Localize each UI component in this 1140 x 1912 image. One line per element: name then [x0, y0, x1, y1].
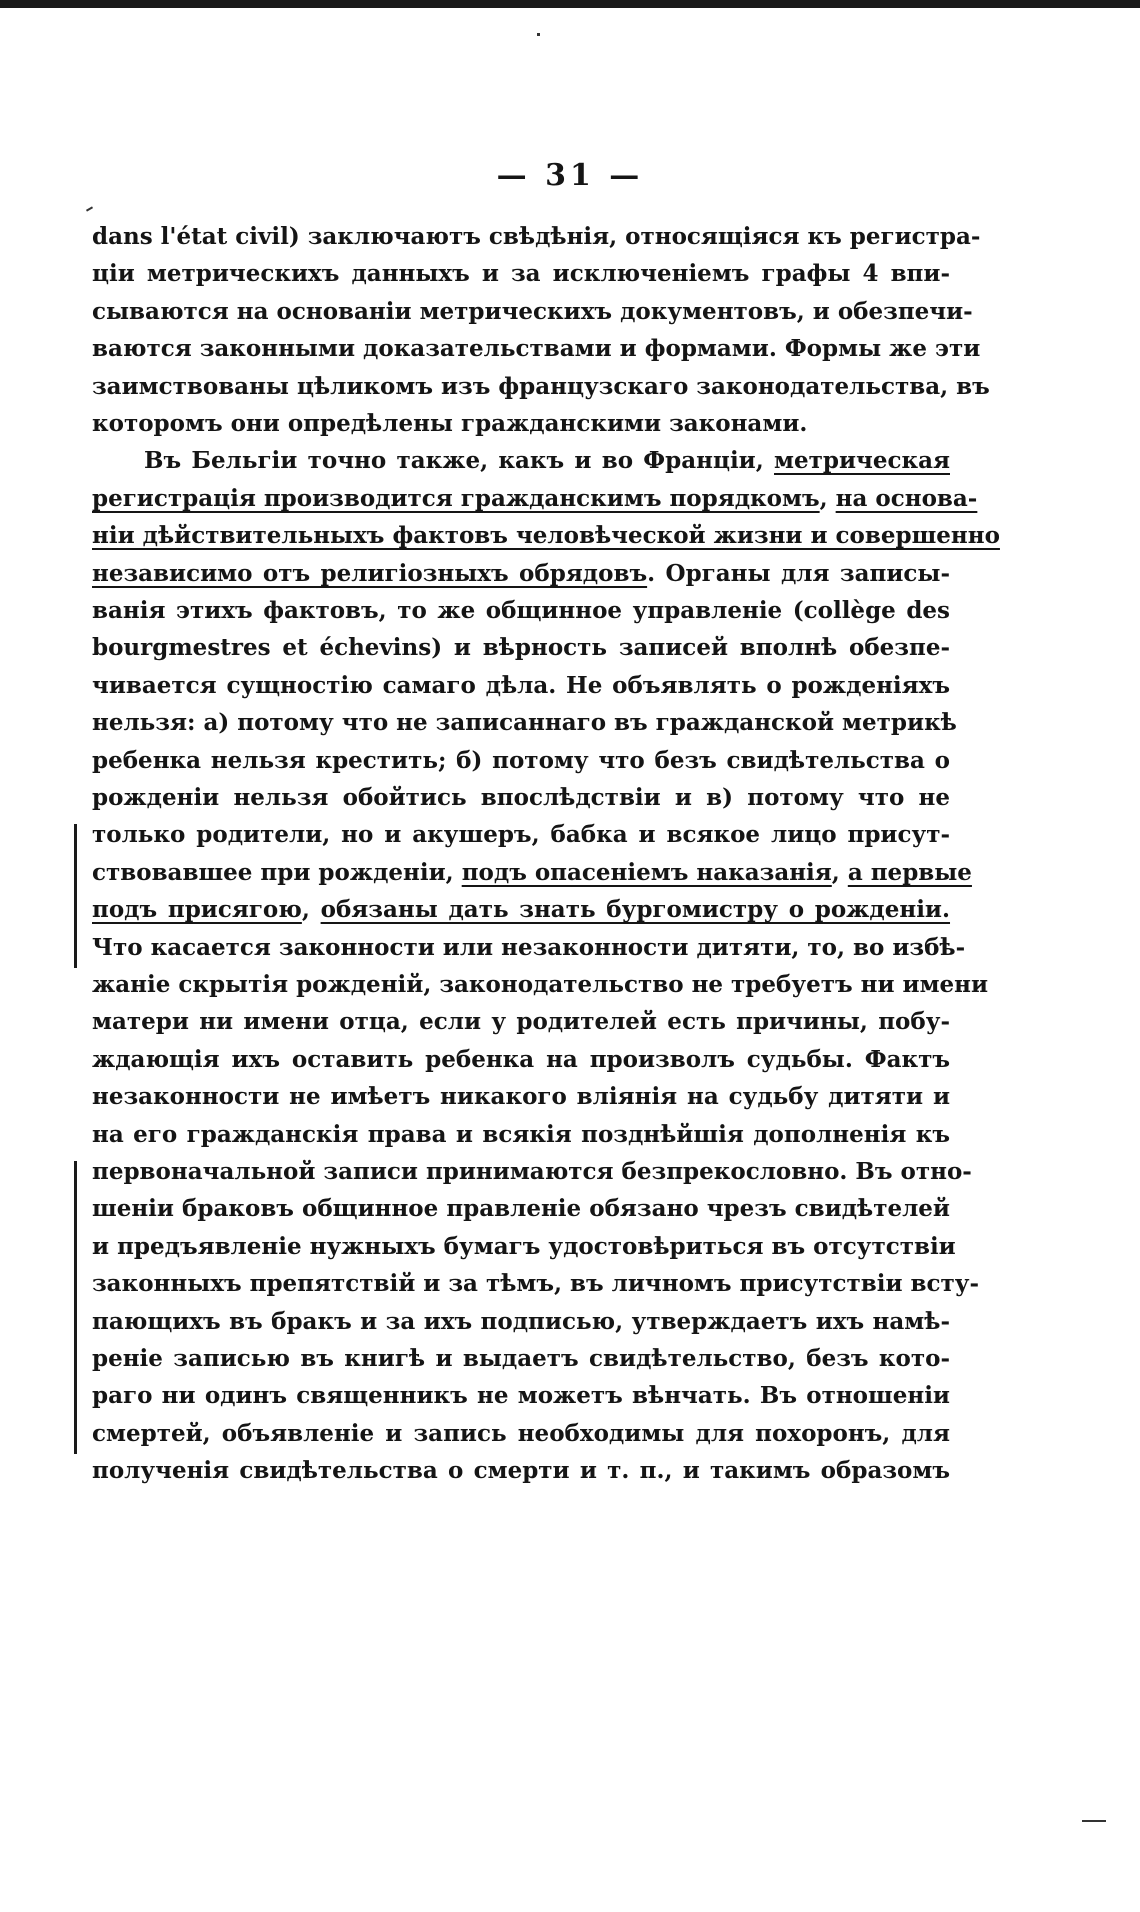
top-rule — [0, 0, 1140, 8]
underlined-phrase: на основа- — [835, 484, 978, 512]
margin-bracket — [74, 1161, 77, 1454]
page-number: — 31 — — [496, 158, 644, 193]
text-segment: ствовавшее при рожденіи, — [92, 858, 462, 886]
text-line: матери ни имени отца, если у родителей есть причины, побу- — [92, 1008, 950, 1036]
text-line: чивается сущностію самаго дѣла. Не объявлять о рожденіяхъ — [92, 671, 950, 699]
margin-bracket — [74, 824, 77, 968]
text-segment: , — [301, 896, 321, 924]
text-line: ціи метрическихъ данныхъ и за исключеніемъ графы 4 впи- — [92, 260, 950, 288]
scan-tick — [86, 206, 93, 211]
text-line — [92, 858, 972, 888]
text-segment: , — [831, 858, 848, 886]
text-line: полученія свидѣтельства о смерти и т. п., и такимъ образомъ — [92, 1457, 950, 1485]
underlined-phrase: обязаны дать знать бургомистру о рожденіи. — [320, 896, 951, 924]
underlined-phrase: подъ присягою — [92, 896, 302, 924]
text-line: первоначальной записи принимаются безпрекословно. Въ отно- — [92, 1158, 972, 1185]
text-line: только родители, но и акушеръ, бабка и всякое лицо присут- — [92, 821, 950, 849]
text-line: dans l'état civil) заключаютъ свѣдѣнія, относящіяся къ регистра- — [92, 223, 981, 250]
text-line: ждающія ихъ оставить ребенка на произволъ судьбы. Фактъ — [92, 1045, 950, 1073]
text-line: незаконности не имѣетъ никакого вліянія на судьбу дитяти и — [92, 1083, 950, 1111]
text-line — [92, 559, 950, 589]
text-segment: , — [819, 484, 836, 512]
text-line: Что касается законности или незаконности дитяти, то, во избѣ- — [92, 933, 966, 961]
underlined-phrase: метрическая — [774, 447, 950, 475]
text-line: реніе записью въ книгѣ и выдаетъ свидѣтельство, безъ кото- — [92, 1345, 950, 1372]
underlined-phrase: подъ опасеніемъ наказанія — [461, 858, 832, 886]
scan-speck — [537, 33, 540, 36]
text-line: на его гражданскія права и всякія позднѣйшія дополненія къ — [92, 1120, 950, 1148]
text-line: ванія этихъ фактовъ, то же общинное управленіе (collège des — [92, 597, 950, 624]
text-line: bourgmestres et échevins) и вѣрность записей вполнѣ обезпе- — [92, 634, 950, 662]
text-line: и предъявленіе нужныхъ бумагъ удостовѣриться въ отсутствіи — [92, 1232, 956, 1260]
text-line — [92, 895, 950, 925]
underlined-phrase: ніи дѣйствительныхъ фактовъ человѣческой жизни и совершенно — [92, 522, 1000, 550]
text-segment: . Органы для записы- — [647, 559, 950, 587]
text-segment: Въ Бельгіи точно также, какъ и во Франціи, — [144, 447, 775, 475]
underlined-phrase: регистрація производится гражданскимъ порядкомъ — [92, 484, 820, 512]
text-line: заимствованы цѣликомъ изъ французскаго законодательства, въ — [92, 372, 990, 400]
text-line: нельзя: а) потому что не записаннаго въ гражданской метрикѣ — [92, 709, 957, 737]
underlined-phrase: независимо отъ религіозныхъ обрядовъ — [92, 559, 648, 587]
text-line: пающихъ въ бракъ и за ихъ подписью, утверждаетъ ихъ намѣ- — [92, 1307, 950, 1335]
text-line — [144, 446, 950, 476]
text-line — [92, 521, 1000, 551]
text-line: которомъ они опредѣлены гражданскими законами. — [92, 410, 808, 437]
text-line: жаніе скрытія рожденій, законодательство не требуетъ ни имени — [92, 971, 989, 998]
text-line: сываются на основаніи метрическихъ документовъ, и обезпечи- — [92, 297, 973, 325]
text-line: раго ни одинъ священникъ не можетъ вѣнчать. Въ отношеніи — [92, 1382, 950, 1410]
scan-dash — [1082, 1820, 1106, 1822]
text-line: законныхъ препятствій и за тѣмъ, въ личномъ присутствіи всту- — [92, 1270, 980, 1298]
text-line — [92, 484, 978, 514]
text-line: ребенка нельзя крестить; б) потому что безъ свидѣтельства о — [92, 746, 950, 774]
text-line: шеніи браковъ общинное правленіе обязано чрезъ свидѣтелей — [92, 1195, 950, 1223]
text-line: рожденіи нельзя обойтись впослѣдствіи и в) потому что не — [92, 784, 950, 811]
underlined-phrase: а первые — [847, 858, 972, 886]
text-line: смертей, объявленіе и запись необходимы для похоронъ, для — [92, 1419, 950, 1447]
text-line: ваются законными доказательствами и формами. Формы же эти — [92, 335, 981, 363]
